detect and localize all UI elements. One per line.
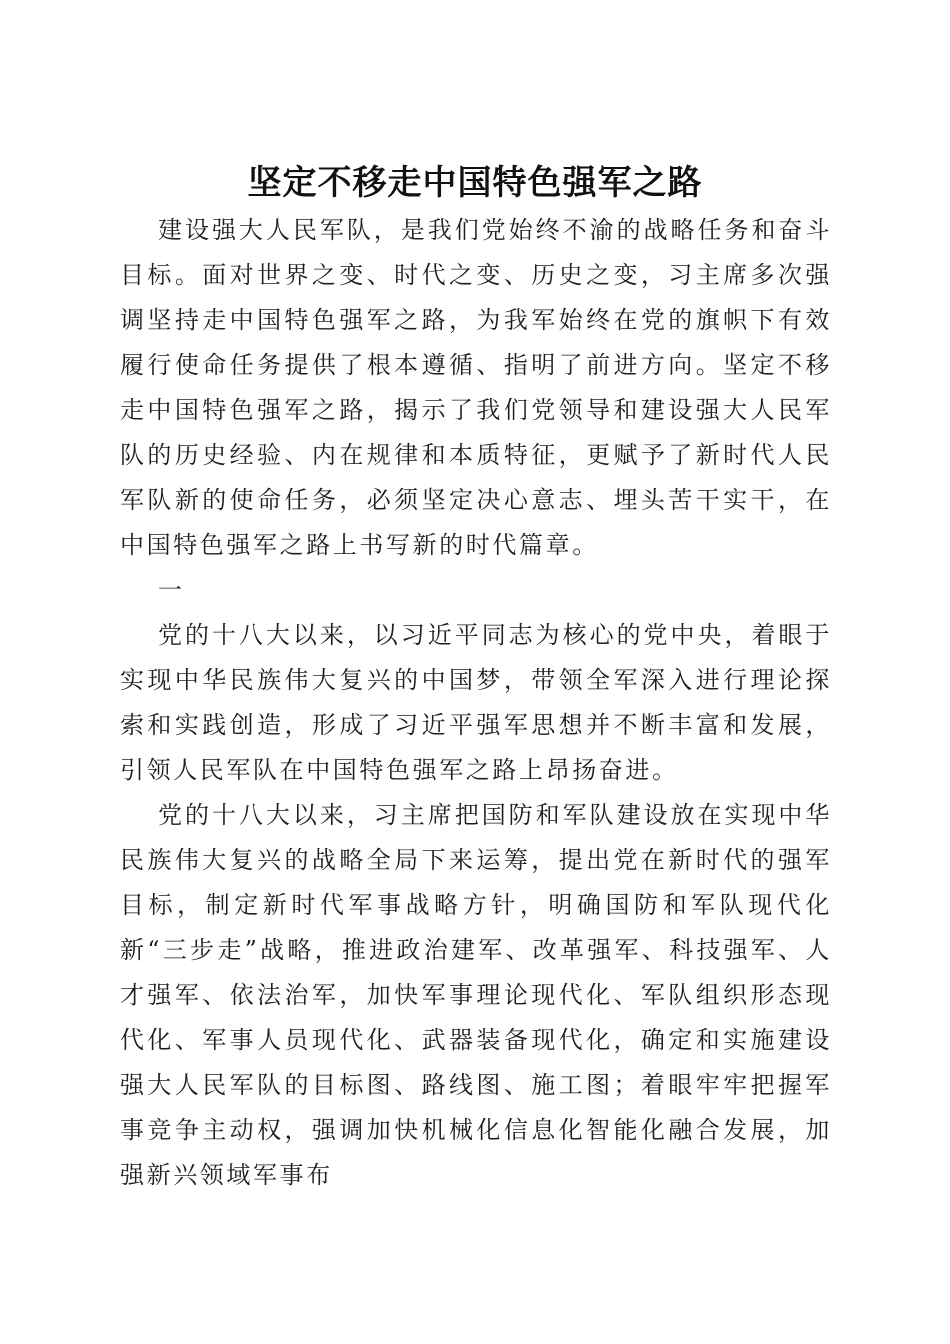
page-title: 坚定不移走中国特色强军之路 [247,162,703,203]
section-number: 一 [158,576,185,604]
paragraph-intro: 建设强大人民军队，是我们党始终不渝的战略任务和奋斗目标。面对世界之变、时代之变、历史之变，习主席多次强调坚持走中国特色强军之路，为我军始终在党的旗帜下有效履行使命任务提供了根本遵循、指明了前进方向。坚定不移走中国特色强军之路，揭示了我们党领导和建设强大人民军队的历史经验、内在规律和本质特征，更赋予了新时代人民军队新的使命任务，必须坚定决心意志、埋头苦干实干，在中国特色强军之路上书写新的时代篇章。 [120,216,832,559]
paragraph-section-1-b: 党的十八大以来，习主席把国防和军队建设放在实现中华民族伟大复兴的战略全局下来运筹，提出党在新时代的强军目标，制定新时代军事战略方针，明确国防和军队现代化新“三步走”战略，推进政治建军、改革强军、科技强军、人才强军、依法治军，加快军事理论现代化、军队组织形态现代化、军事人员现代化、武器装备现代化，确定和实施建设强大人民军队的目标图、路线图、施工图；着眼牢牢把握军事竞争主动权，强调加快机械化信息化智能化融合发展，加强新兴领域军事布 [120,801,832,1189]
document-body [120,208,832,1198]
paragraph-section-1-a: 党的十八大以来，以习近平同志为核心的党中央，着眼于实现中华民族伟大复兴的中国梦，带领全军深入进行理论探索和实践创造，形成了习近平强军思想并不断丰富和发展，引领人民军队在中国特色强军之路上昂扬奋进。 [120,621,832,784]
